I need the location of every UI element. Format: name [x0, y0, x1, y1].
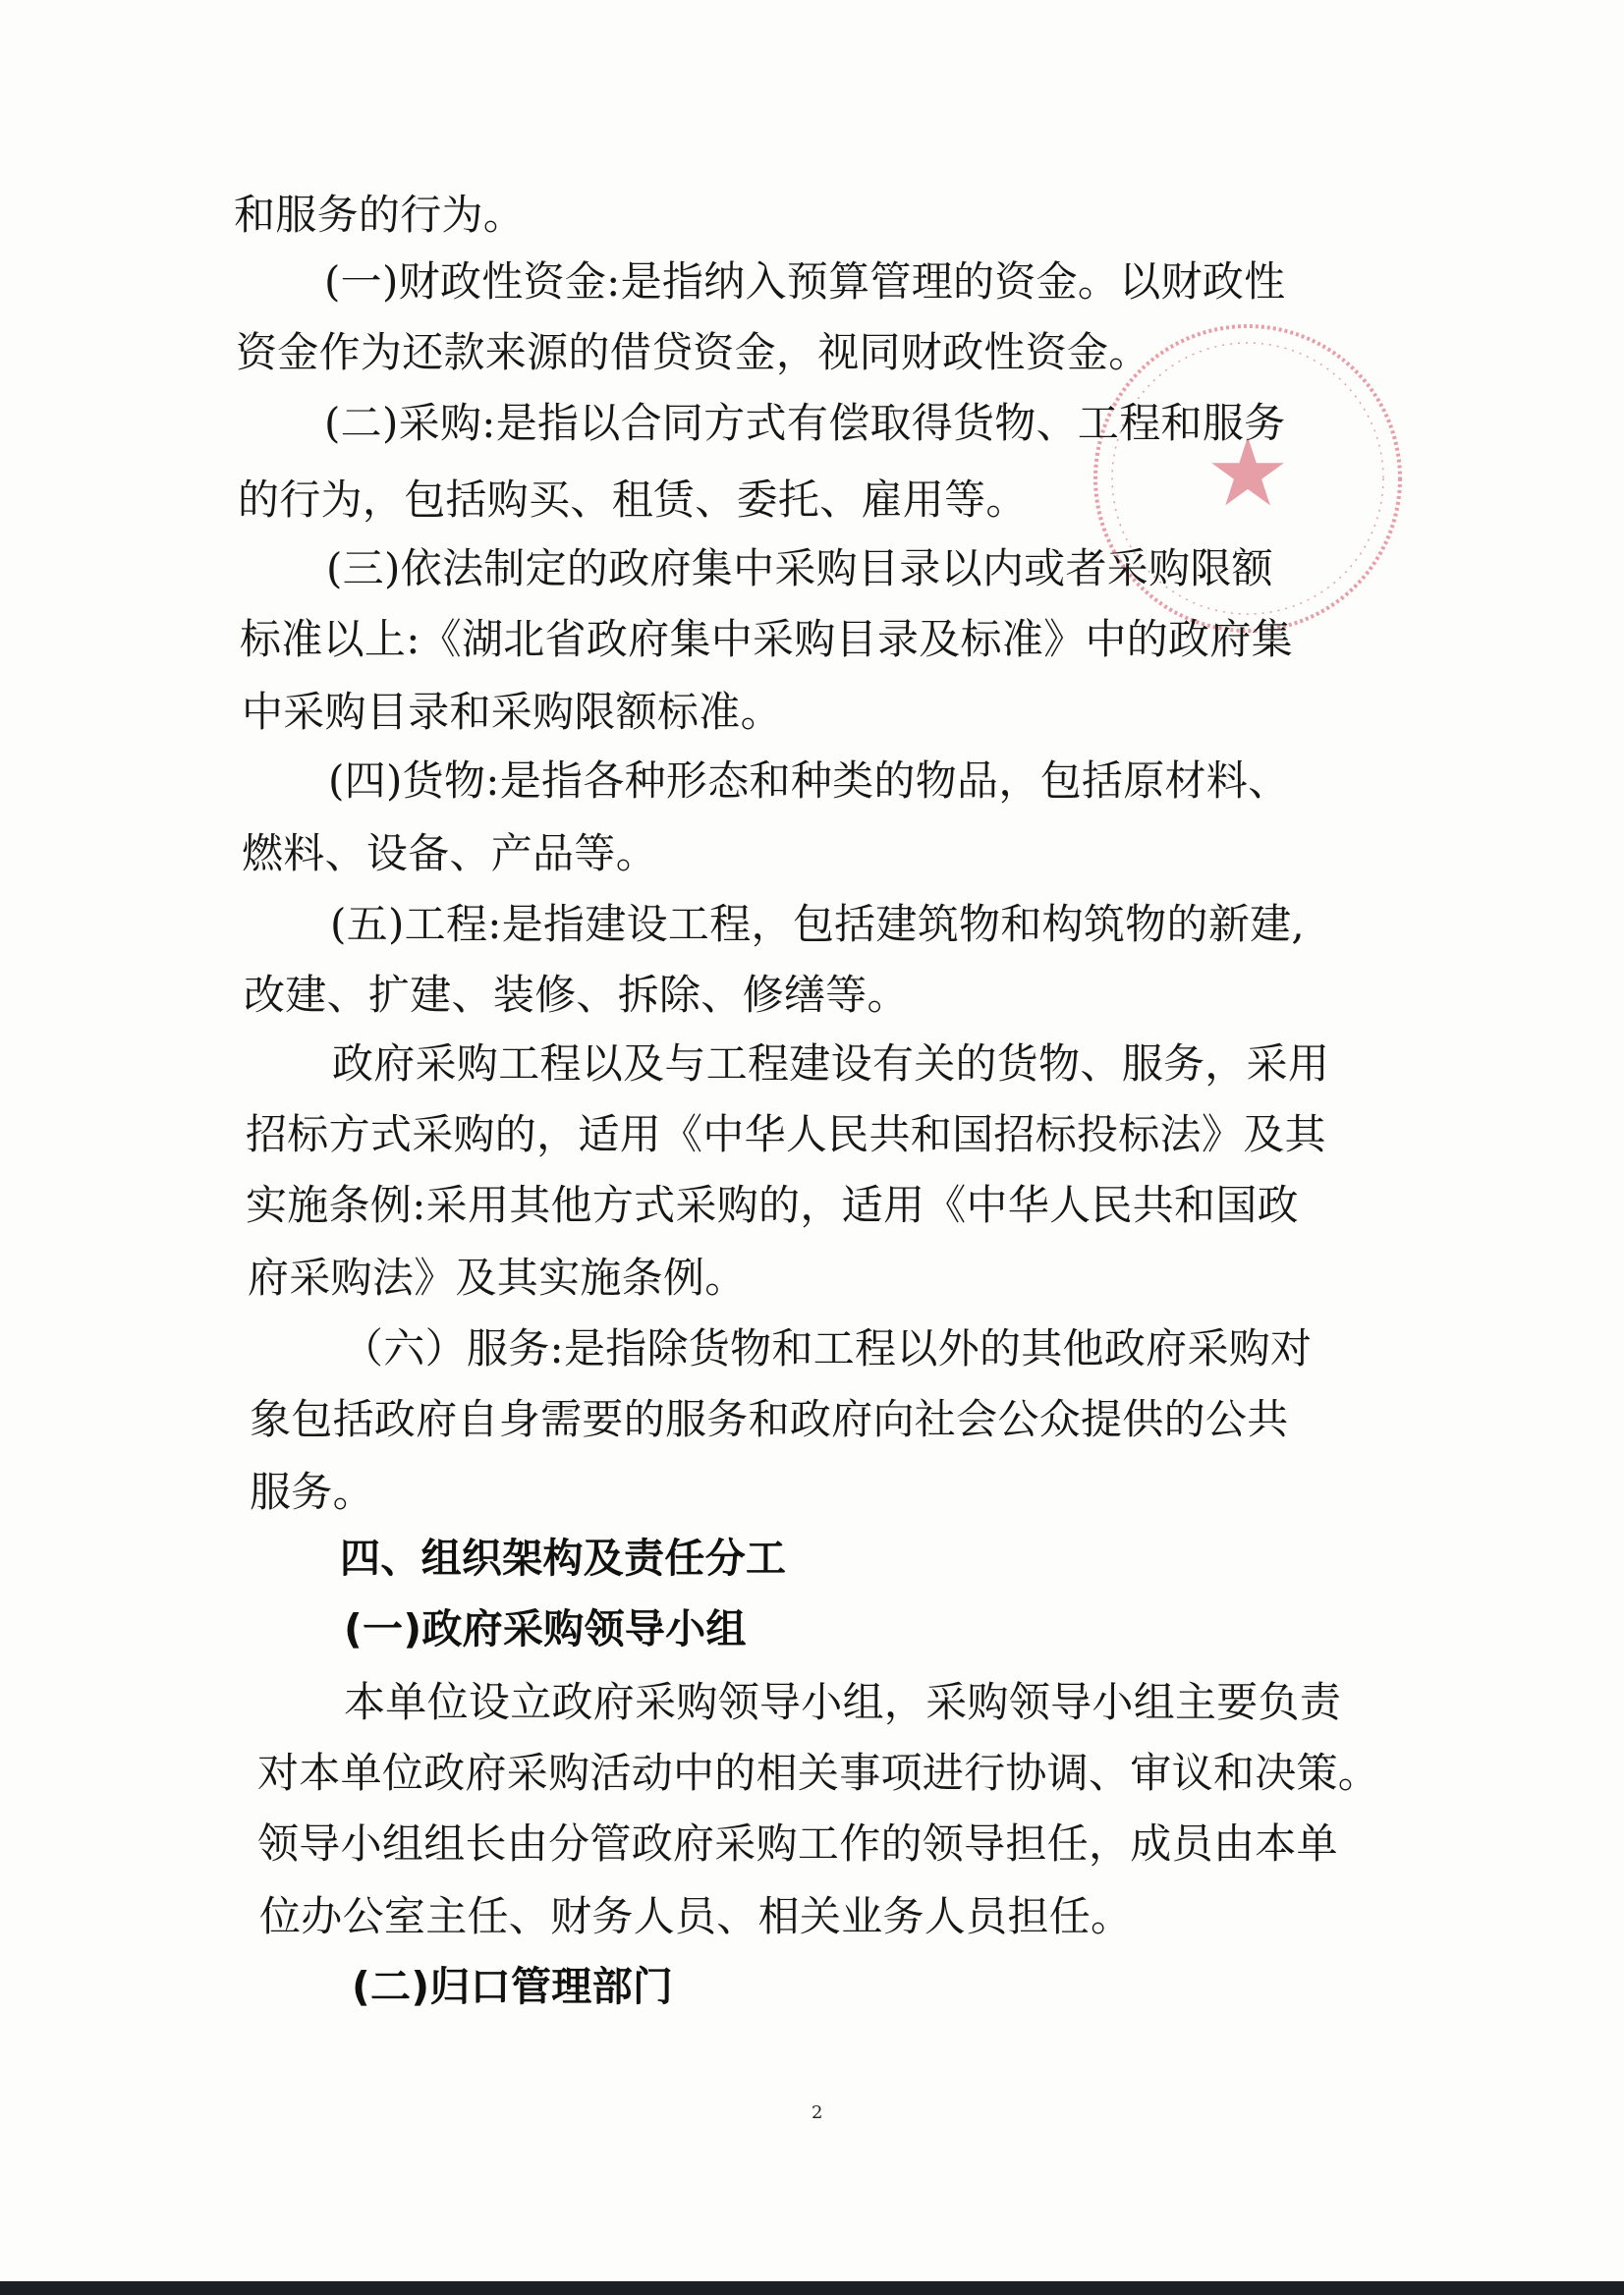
- definition-goods: (四)货物:是指各种形态和种类的物品，包括原材料、: [328, 756, 1290, 805]
- text-line: 标准以上:《湖北省政府集中采购目录及标准》中的政府集: [240, 615, 1293, 663]
- text-line: 中采购目录和采购限额标准。: [242, 688, 782, 736]
- text-line: 资金作为还款来源的借贷资金，视同财政性资金。: [236, 328, 1150, 376]
- text-line: 领导小组组长由分管政府采购工作的领导担任，成员由本单: [257, 1819, 1338, 1868]
- page-number: 2: [812, 2102, 823, 2123]
- text-line: 对本单位政府采购活动中的相关事项进行协调、审议和决策。: [257, 1749, 1380, 1797]
- text-line: 政府采购工程以及与工程建设有关的货物、服务，采用: [332, 1039, 1330, 1088]
- subsection-heading: (一)政府采购领导小组: [344, 1605, 747, 1652]
- definition-services: （六）服务:是指除货物和工程以外的其他政府采购对: [342, 1324, 1313, 1372]
- subsection-heading: (二)归口管理部门: [352, 1963, 674, 2010]
- text-line: 的行为，包括购买、租赁、委托、雇用等。: [238, 476, 1028, 524]
- text-line: 招标方式采购的，适用《中华人民共和国招标投标法》及其: [246, 1110, 1326, 1158]
- text-line: 燃料、设备、产品等。: [242, 829, 658, 877]
- definition-procurement: (二)采购:是指以合同方式有偿取得货物、工程和服务: [324, 399, 1286, 447]
- text-line: 象包括政府自身需要的服务和政府向社会公众提供的公共: [250, 1395, 1289, 1443]
- text-line: 实施条例:采用其他方式采购的，适用《中华人民共和国政: [246, 1181, 1299, 1229]
- text-line: 服务。: [250, 1468, 374, 1516]
- seal-star-icon: ★: [1204, 418, 1291, 528]
- definition-engineering: (五)工程:是指建设工程，包括建筑物和构筑物的新建,: [330, 900, 1306, 948]
- text-line: 本单位设立政府采购领导小组，采购领导小组主要负责: [344, 1678, 1342, 1726]
- section-heading: 四、组织架构及责任分工: [340, 1535, 787, 1582]
- scan-bottom-edge: [0, 2281, 1624, 2295]
- definition-catalog-threshold: (三)依法制定的政府集中采购目录以内或者采购限额: [326, 544, 1273, 592]
- definition-financial-funds: (一)财政性资金:是指纳入预算管理的资金。以财政性: [324, 257, 1286, 306]
- text-line: 位办公室主任、财务人员、相关业务人员担任。: [259, 1892, 1133, 1940]
- text-line: 府采购法》及其实施条例。: [248, 1254, 747, 1302]
- text-line: 改建、扩建、装修、拆除、修缮等。: [244, 971, 909, 1019]
- text-line: 和服务的行为。: [234, 191, 526, 239]
